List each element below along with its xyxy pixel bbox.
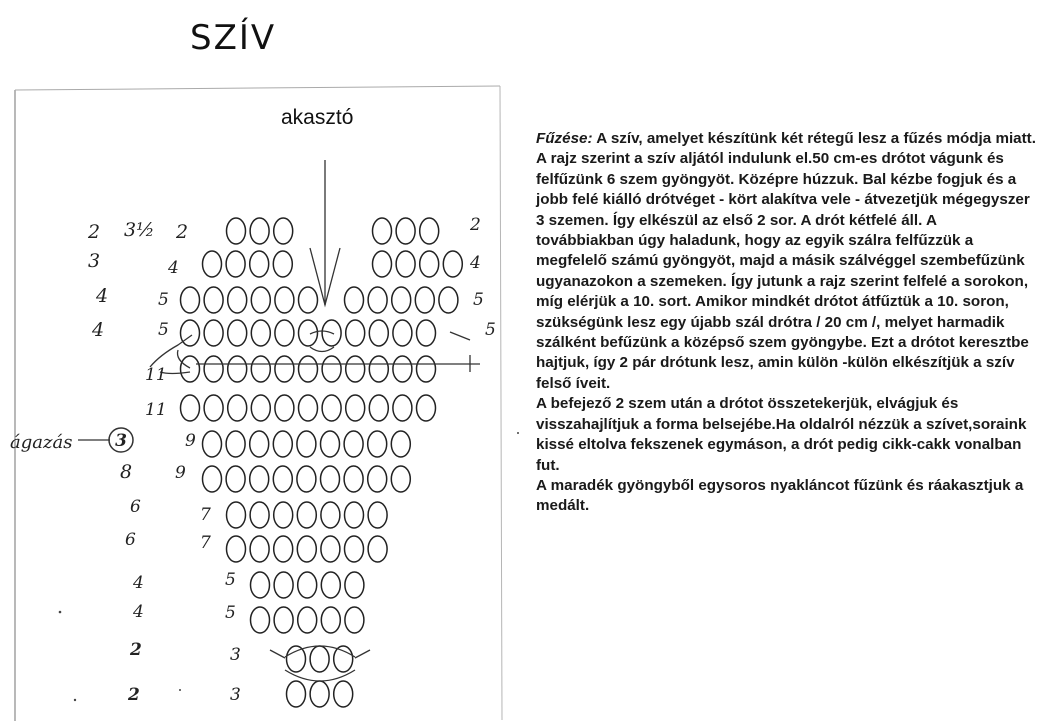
bead [228, 287, 247, 313]
bead [227, 218, 246, 244]
bead [273, 431, 292, 457]
row-label-right-4: 5 [485, 320, 496, 340]
bead [396, 218, 415, 244]
bead [274, 607, 293, 633]
row-label-l1-10: 6 [125, 530, 136, 550]
bead [204, 287, 223, 313]
bead [417, 395, 436, 421]
bead [299, 395, 318, 421]
bead [204, 356, 223, 382]
bead [226, 466, 245, 492]
bead [417, 356, 436, 382]
bead [346, 356, 365, 382]
bead [273, 251, 292, 277]
bead [250, 466, 269, 492]
bead [298, 572, 317, 598]
bead [181, 356, 200, 382]
bead [275, 287, 294, 313]
bead [297, 466, 316, 492]
bead [344, 431, 363, 457]
row-label-l1-2: 3 [88, 250, 101, 272]
row-label-l2-11: 5 [225, 570, 236, 590]
row-label-l2-9: 7 [200, 505, 211, 525]
row-label-l2-13: 3 [230, 645, 241, 665]
bead [274, 536, 293, 562]
bead [227, 536, 246, 562]
bead [203, 251, 222, 277]
bead [250, 218, 269, 244]
bead [226, 251, 245, 277]
bead [368, 431, 387, 457]
row-label-l3-1: 2 [176, 221, 189, 243]
bead [391, 431, 410, 457]
bead [297, 431, 316, 457]
scan-edge-top [15, 86, 500, 90]
bead [417, 320, 436, 346]
branch-label: ágazás [10, 432, 73, 453]
bead [391, 466, 410, 492]
bead [321, 536, 340, 562]
bead [368, 502, 387, 528]
bead [345, 287, 364, 313]
bead [321, 431, 340, 457]
row-counts-right [469, 215, 496, 340]
bead [250, 536, 269, 562]
bead [228, 356, 247, 382]
bead [368, 466, 387, 492]
row-label-l2-1: 3½ [124, 219, 155, 241]
row-label-right-2: 4 [470, 253, 481, 273]
hanger-label: akasztó [281, 106, 354, 129]
bead [346, 320, 365, 346]
bead [273, 466, 292, 492]
row-label-l1-9: 6 [130, 497, 141, 517]
bead [393, 356, 412, 382]
row-label-l1-13: 2 [130, 640, 142, 660]
bead [275, 356, 294, 382]
bead [251, 320, 270, 346]
bead [345, 607, 364, 633]
bead [310, 681, 329, 707]
bead [228, 320, 247, 346]
bead [299, 320, 318, 346]
row-label-right-1: 2 [470, 215, 481, 235]
bead [345, 572, 364, 598]
row-label-l2-3: 5 [158, 290, 169, 310]
bead [345, 536, 364, 562]
bead [321, 466, 340, 492]
bead [250, 502, 269, 528]
bead [322, 395, 341, 421]
bead [443, 251, 462, 277]
bead [181, 395, 200, 421]
bead [346, 395, 365, 421]
bead [321, 502, 340, 528]
row-label-l2-12: 5 [225, 603, 236, 623]
bead [368, 287, 387, 313]
row-label-l1-4: 4 [92, 319, 105, 341]
row-label-l1-12: 4 [133, 602, 144, 622]
row-label-l2-14: 3 [230, 685, 241, 705]
bead [204, 395, 223, 421]
bead [228, 395, 247, 421]
bead [287, 681, 306, 707]
row-label-l1-1: 2 [88, 221, 101, 243]
bead [345, 502, 364, 528]
bead [368, 536, 387, 562]
bead [274, 502, 293, 528]
bead [274, 218, 293, 244]
bead [251, 607, 270, 633]
bead [227, 502, 246, 528]
bead [393, 395, 412, 421]
bead [393, 320, 412, 346]
page-title: SZÍV [190, 18, 277, 58]
bead [420, 218, 439, 244]
bead [369, 356, 388, 382]
bead [274, 572, 293, 598]
bead [250, 251, 269, 277]
row-label-l2-7: 9 [185, 431, 196, 451]
bead [181, 287, 200, 313]
bead [369, 395, 388, 421]
bead [373, 218, 392, 244]
row-counts-left [87, 219, 241, 705]
row-label-l1-14: 2 [128, 685, 140, 705]
bead [275, 320, 294, 346]
bead [297, 502, 316, 528]
row-label-l2-2: 4 [168, 258, 179, 278]
bead [287, 646, 306, 672]
bead [415, 287, 434, 313]
bead [250, 431, 269, 457]
bead [322, 356, 341, 382]
row-label-right-3: 5 [473, 290, 484, 310]
bead [334, 646, 353, 672]
bead [420, 251, 439, 277]
bead [203, 466, 222, 492]
bead [226, 431, 245, 457]
instructions-paragraph-3: A maradék gyöngyből egysoros nyakláncot fűzünk és ráakasztjuk a medált. [536, 476, 1024, 515]
hanger-arrow-icon [310, 160, 340, 305]
bead [297, 536, 316, 562]
bead [299, 287, 318, 313]
bead [299, 356, 318, 382]
bead [251, 356, 270, 382]
row-label-l2-5: 11 [145, 365, 167, 385]
bead [373, 251, 392, 277]
row-label-l1-11: 4 [133, 573, 144, 593]
branch-marker-number: 3 [115, 431, 127, 451]
bead [203, 431, 222, 457]
bead [392, 287, 411, 313]
bead [396, 251, 415, 277]
instructions-lead: Fűzése: [536, 130, 593, 147]
bead [439, 287, 458, 313]
branch-marker [10, 428, 133, 453]
bead [275, 395, 294, 421]
bead [321, 572, 340, 598]
bead [344, 466, 363, 492]
bead [321, 607, 340, 633]
bead [334, 681, 353, 707]
row-label-l1-3: 4 [96, 285, 109, 307]
scan-edge-middle [500, 86, 502, 720]
row-label-l1-8: 8 [120, 461, 133, 483]
bead [298, 607, 317, 633]
bead [181, 320, 200, 346]
row-label-l2-10: 7 [200, 533, 211, 553]
row-label-l2-6: 11 [145, 400, 167, 420]
bead [251, 287, 270, 313]
bead [251, 572, 270, 598]
bead [310, 646, 329, 672]
instructions-body-1: A szív, amelyet készítünk két rétegű lesz a fűzés módja miatt. A rajz szerint a szív aljától indulunk el.50 cm-es drótot vágunk és felfűzünk 6 szem gyöngyöt. Középre húzzuk. Bal kézbe fogjuk és a jobb felé kiálló drótvéget - kört alakítva vele - átvezetjük mégegyszer 3 szemen. Így elkészül az első 2 sor. A drót kétfelé áll. A továbbiakban úgy haladunk, hogy az egyik szálra felfűzzük a megfelelő számú gyöngyöt, majd a másik szálvéggel szembefűzünk ugyanazokon a szemeken. Így jutunk a rajz szerint felfelé a sorokon, míg elérjük a 10. sort. Amikor mindkét drótot átfűztük a 10. soron, szükségünk lesz egy újabb szál drótra / 20 cm /, melyet harmadik szálként befűzünk a középső szem gyöngybe. Ezt a drótot keresztbe hajtjuk, így 2 pár drótunk lesz, amin külön -külön elkészítjük a szív felső íveit. [536, 130, 1036, 392]
bead [251, 395, 270, 421]
instructions-paragraph-2: A befejező 2 szem után a drótot összetekerjük, elvágjuk és visszahajlítjuk a forma belsejébe.Ha oldalról nézzük a szívet,soraink kissé eltolva fekszenek egymáson, a drót pedig cikk-cakk vonalban fut. [536, 395, 1027, 474]
bead [369, 320, 388, 346]
bead [204, 320, 223, 346]
row-label-l2-4: 5 [158, 320, 169, 340]
row-label-l2-8: 9 [175, 463, 186, 483]
